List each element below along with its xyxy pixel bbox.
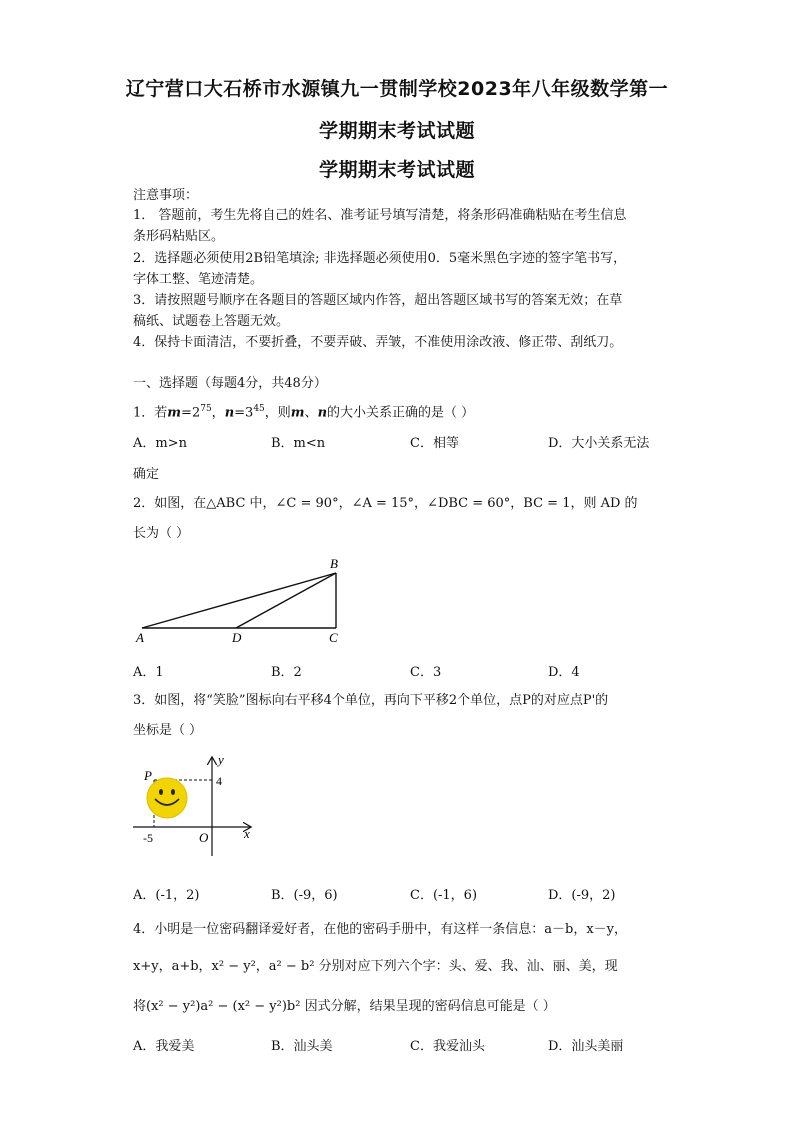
label-P: P	[144, 768, 152, 783]
notes-line: 3．请按照题号顺序在各题目的答题区域内作答，超出答题区域书写的答案无效；在草	[133, 293, 623, 308]
label-D: D	[232, 630, 242, 645]
q2-option-c: C．3	[410, 665, 442, 680]
question-3-stem-line1: 3．如图，将“笑脸”图标向右平移4个单位，再向下平移2个单位，点P的对应点P'的	[133, 693, 609, 708]
page-title-line3: 学期期末考试试题	[318, 159, 475, 181]
q1-option-b: B．m<n	[271, 436, 326, 451]
q4-option-d: D．汕头美丽	[548, 1039, 624, 1054]
axis-label-x: x	[244, 826, 250, 841]
q2-option-a: A．1	[133, 665, 164, 680]
q3-option-c: C．(-1，6)	[410, 888, 478, 903]
question-2-stem-line2: 长为（ ）	[133, 526, 190, 541]
q3-option-b: B．(-9，6)	[271, 888, 338, 903]
q1-option-d-wrap: 确定	[133, 467, 160, 482]
q1-option-c: C．相等	[410, 436, 459, 451]
q1-option-d: D．大小关系无法	[548, 436, 650, 451]
notes-line: 条形码粘贴区。	[133, 229, 225, 244]
notes-line: 2．选择题必须使用2B铅笔填涂; 非选择题必须使用0．5毫米黑色字迹的签字笔书写，	[133, 251, 627, 266]
notes-line: 字体工整、笔迹清楚。	[133, 272, 264, 287]
triangle-figure	[130, 553, 360, 648]
q2-option-d: D．4	[548, 665, 580, 680]
notes-line: 稿纸、试题卷上答题无效。	[133, 314, 290, 329]
question-1-stem: 1．若$m=2^{75}$，$n=3^{45}$，则m、n的大小关系正确的是（ ）	[133, 404, 475, 421]
axis-label-y: y	[218, 752, 224, 767]
smiley-coordinate-figure	[128, 748, 263, 860]
q4-option-a: A．我爱美	[133, 1039, 195, 1054]
page-title-line2: 学期期末考试试题	[318, 120, 475, 142]
question-4-stem-line2: x+y，a+b，x² − y²，a² − b² 分别对应下列六个字：头、爱、我、汕、丽、美，现	[133, 959, 618, 974]
question-4-stem-line3: 将(x² − y²)a² − (x² − y²)b² 因式分解，结果呈现的密码信息可能是（ ）	[133, 999, 556, 1014]
origin-label: O	[199, 830, 209, 845]
q3-option-a: A．(-1，2)	[133, 888, 200, 903]
notes-heading: 注意事项：	[133, 188, 199, 203]
label-B: B	[330, 556, 338, 571]
notes-line: 1． 答题前，考生先将自己的姓名、准考证号填写清楚，将条形码准确粘贴在考生信息	[133, 208, 627, 223]
q4-option-b: B．汕头美	[271, 1039, 333, 1054]
tick-label-neg5: -5	[143, 831, 153, 845]
label-A: A	[136, 630, 144, 645]
section-heading: 一、选择题（每题4分，共48分）	[133, 376, 327, 391]
question-4-stem-line1: 4．小明是一位密码翻译爱好者，在他的密码手册中，有这样一条信息：a－b，x－y，	[133, 922, 628, 937]
q2-option-b: B．2	[271, 665, 302, 680]
q4-option-c: C．我爱汕头	[410, 1039, 485, 1054]
notes-line: 4．保持卡面清洁，不要折叠，不要弄破、弄皱，不准使用涂改液、修正带、刮纸刀。	[133, 335, 623, 350]
label-C: C	[329, 630, 338, 645]
tick-label-4: 4	[216, 774, 222, 788]
question-3-stem-line2: 坐标是（ ）	[133, 723, 203, 738]
smiley-icon	[147, 778, 187, 818]
page-title-line1: 辽宁营口大石桥市水源镇九一贯制学校2023年八年级数学第一	[125, 78, 669, 100]
question-2-stem-line1: 2．如图，在△ABC 中，∠C = 90°，∠A = 15°，∠DBC = 60°，BC = 1，则 AD 的	[133, 496, 638, 511]
q3-option-d: D．(-9，2)	[548, 888, 616, 903]
q1-option-a: A．m>n	[133, 436, 187, 451]
